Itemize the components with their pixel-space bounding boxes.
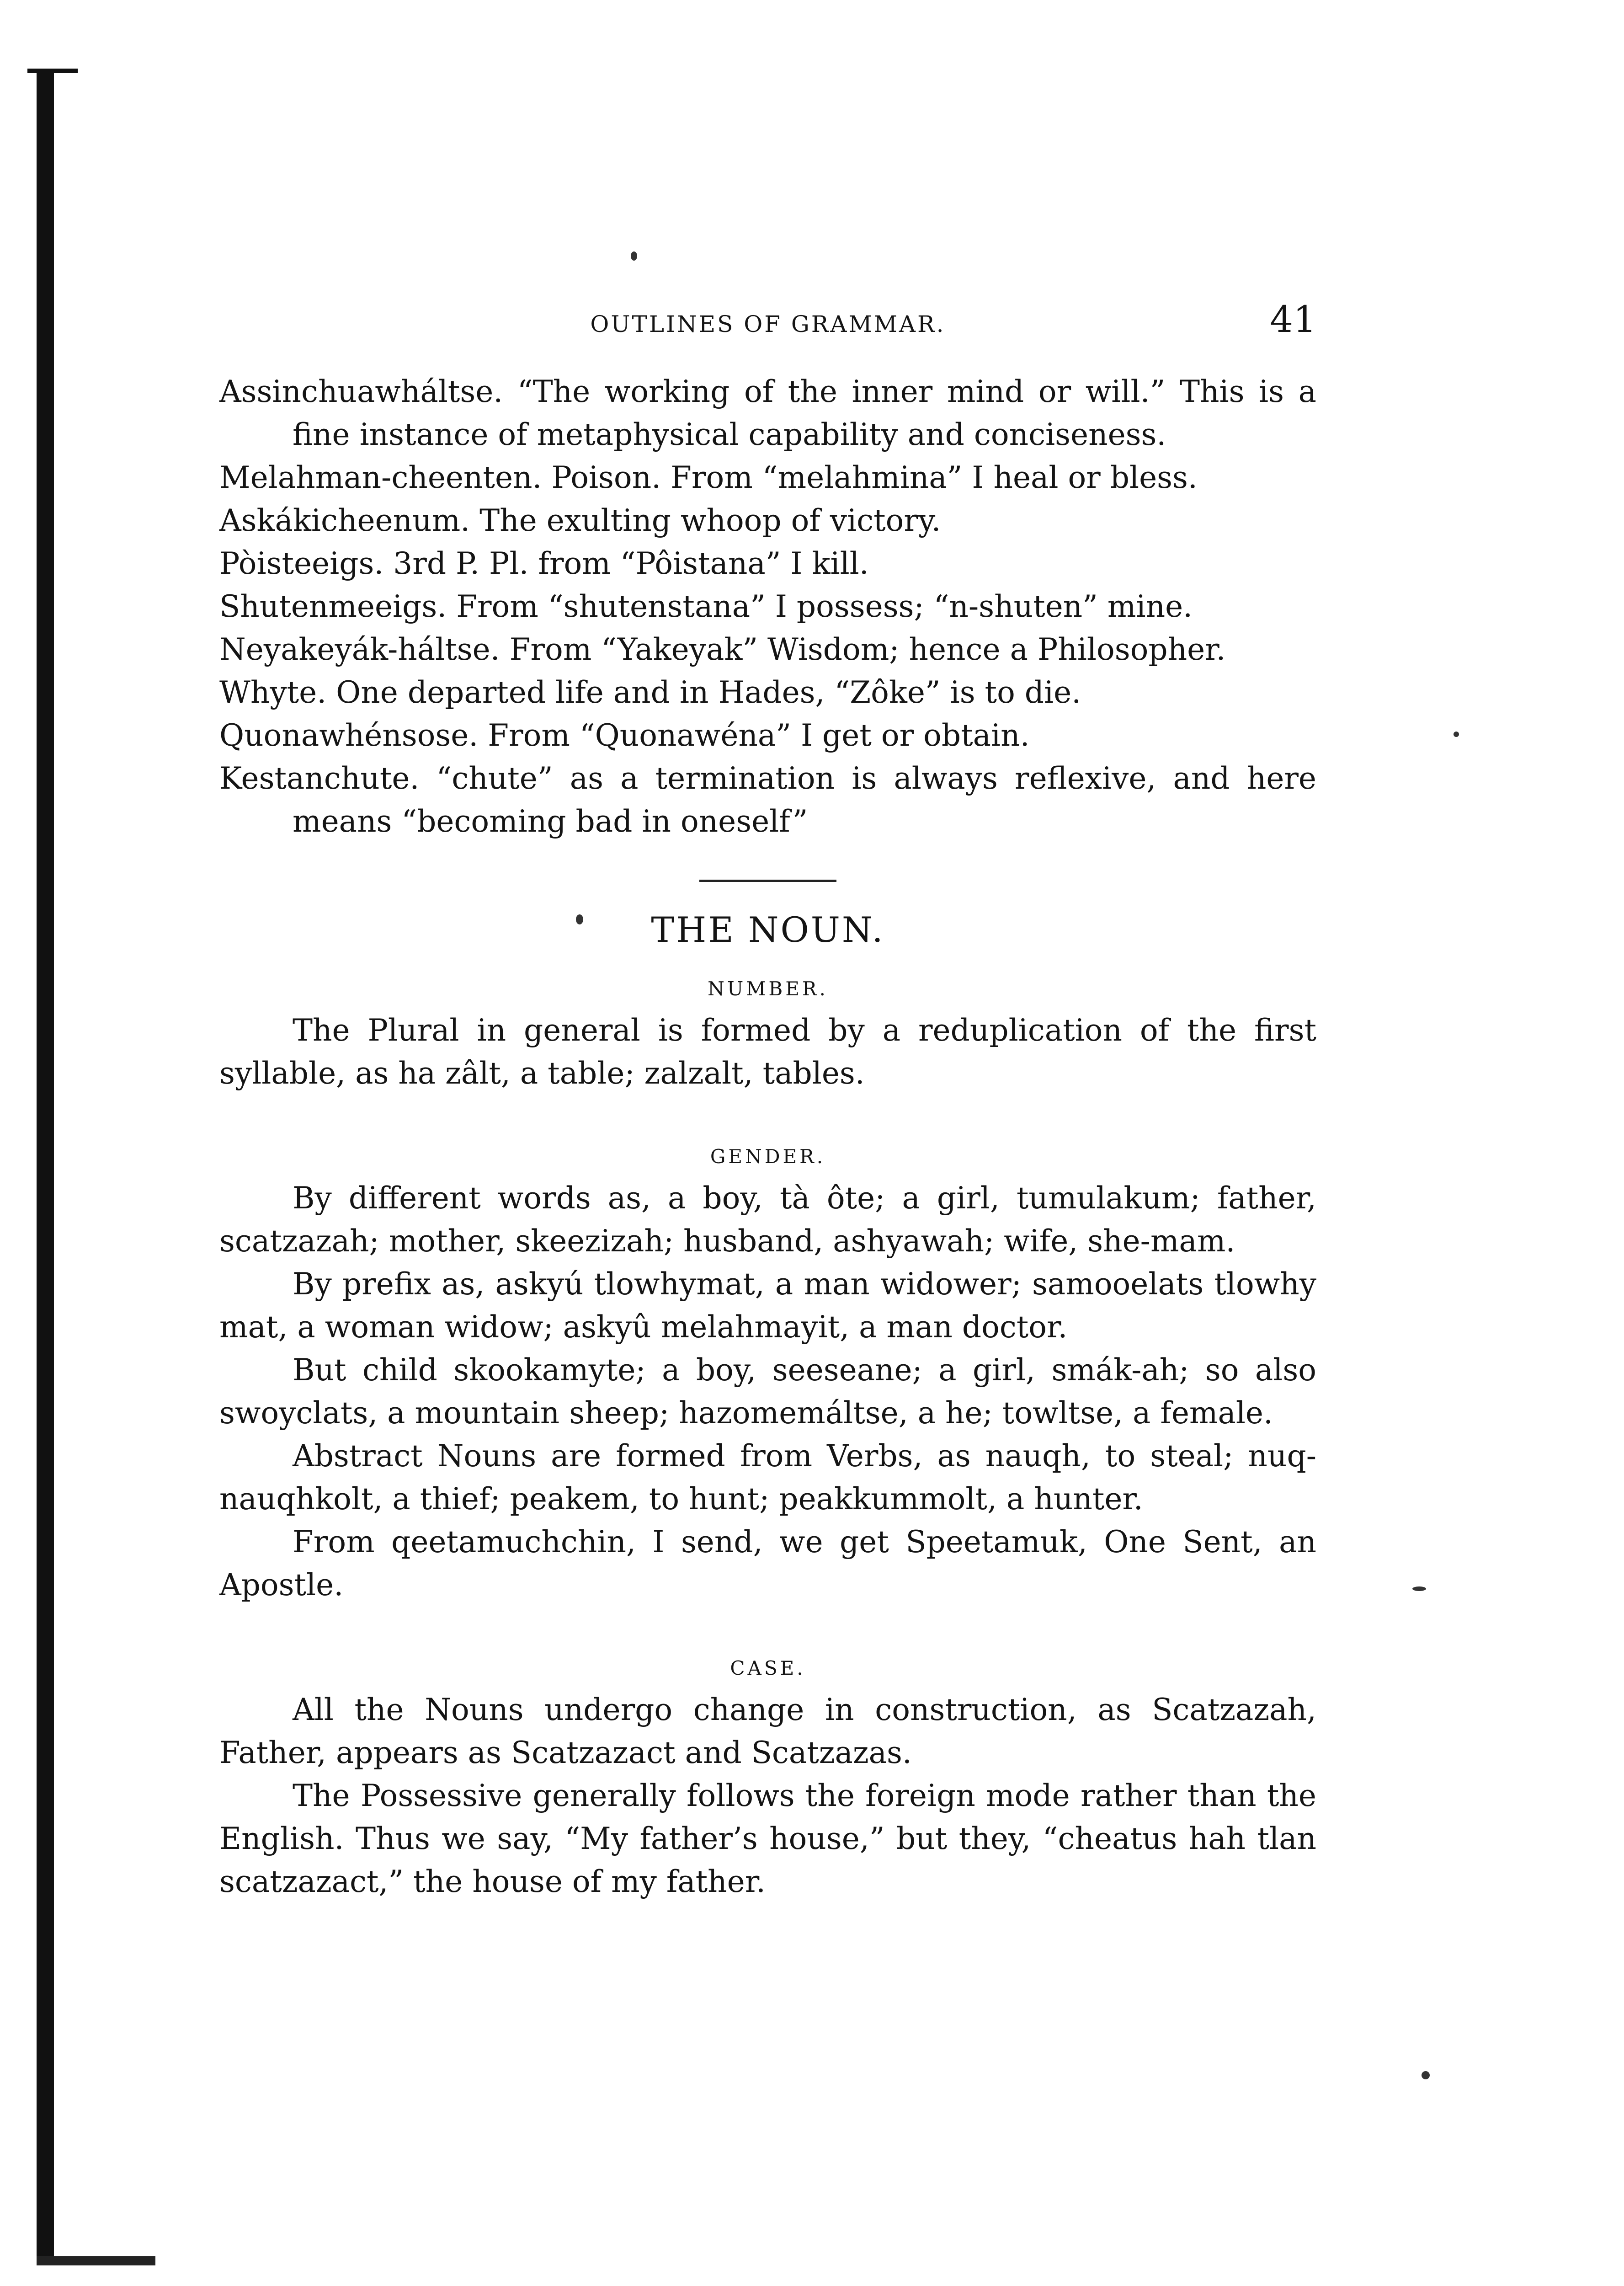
scan-bottom-mark bbox=[37, 2256, 155, 2265]
glossary-list bbox=[219, 370, 1316, 843]
paragraph: From qeetamuchchin, I send, we get Speetamuk, One Sent, an Apostle. bbox=[219, 1524, 1316, 1602]
scan-speck bbox=[1422, 2071, 1430, 2079]
scan-top-mark bbox=[27, 69, 78, 73]
glossary-entry: Quonawhénsose. From “Quonawéna” I get or obtain. bbox=[219, 718, 1030, 753]
paragraph: But child skookamyte; a boy, seeseane; a girl, smák-ah; so also swoyclats, a mountain sheep; hazomemáltse, a he; towltse, a female. bbox=[219, 1352, 1316, 1431]
glossary-entry: Whyte. One departed life and in Hades, “Zôke” is to die. bbox=[219, 675, 1081, 710]
glossary-entry: Kestanchute. “chute” as a termination is always reflexive, and here means “becoming bad in oneself” bbox=[219, 761, 1316, 839]
paragraph: Abstract Nouns are formed from Verbs, as nauqh, to steal; nuq-nauqhkolt, a thief; peakem, to hunt; peakkummolt, a hunter. bbox=[219, 1438, 1316, 1517]
section-title: THE NOUN. bbox=[651, 909, 885, 950]
scan-speck bbox=[1454, 732, 1459, 737]
glossary-entry: Neyakeyák-háltse. From “Yakeyak” Wisdom; hence a Philosopher. bbox=[219, 632, 1226, 667]
glossary-entry: Pòisteeigs. 3rd P. Pl. from “Pôistana” I kill. bbox=[219, 546, 869, 581]
scan-speck bbox=[1412, 1586, 1426, 1591]
book-page bbox=[219, 293, 1316, 1903]
scan-speck bbox=[631, 251, 637, 261]
section-divider bbox=[699, 880, 836, 882]
glossary-entry: Shutenmeeigs. From “shutenstana” I possess; “n-shuten” mine. bbox=[219, 589, 1193, 624]
glossary-entry: Askákicheenum. The exulting whoop of victory. bbox=[219, 503, 941, 538]
running-head bbox=[219, 293, 1316, 352]
scan-left-border bbox=[37, 69, 54, 2263]
paragraph: The Plural in general is formed by a reduplication of the first syllable, as ha zâlt, a table; zalzalt, tables. bbox=[219, 1013, 1316, 1091]
subheading-gender: GENDER. bbox=[710, 1145, 826, 1168]
subheading-case: CASE. bbox=[730, 1657, 806, 1679]
glossary-entry: Melahman-cheenten. Poison. From “melahmina” I heal or bless. bbox=[219, 460, 1198, 495]
subheading-number: NUMBER. bbox=[708, 977, 828, 1000]
paragraph: All the Nouns undergo change in construction, as Scatzazah, Father, appears as Scatzazact and Scatzazas. bbox=[219, 1692, 1316, 1770]
running-head-title: OUTLINES OF GRAMMAR. bbox=[590, 311, 946, 337]
paragraph: The Possessive generally follows the foreign mode rather than the English. Thus we say, “My father’s house,” but they, “cheatus hah tlan scatzazact,” the house of my father. bbox=[219, 1778, 1316, 1899]
glossary-entry: Assinchuawháltse. “The working of the inner mind or will.” This is a fine instance of metaphysical capability and conciseness. bbox=[219, 374, 1316, 452]
paragraph: By different words as, a boy, tà ôte; a girl, tumulakum; father, scatzazah; mother, skeezizah; husband, ashyawah; wife, she-mam. bbox=[219, 1180, 1316, 1259]
page-number: 41 bbox=[1270, 298, 1316, 341]
paragraph: By prefix as, askyú tlowhymat, a man widower; samooelats tlowhy mat, a woman widow; askyû melahmayit, a man doctor. bbox=[219, 1266, 1316, 1345]
